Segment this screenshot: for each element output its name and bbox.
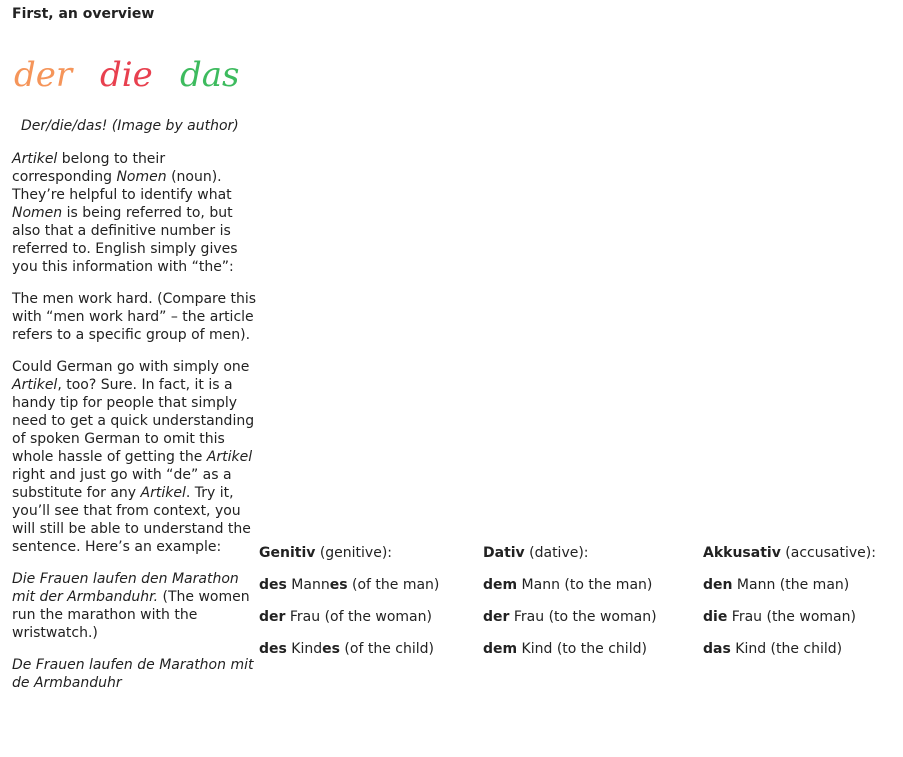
genitiv-row: der Frau (of the woman): [259, 609, 432, 625]
paragraph-2: The men work hard. (Compare this with “men work hard” – the article refers to a specific group of men).: [12, 291, 257, 343]
image-caption: Der/die/das! (Image by author): [21, 118, 239, 134]
paragraph-4: Die Frauen laufen den Marathon mit der Armbanduhr. (The women run the marathon with the wristwatch.): [12, 571, 250, 641]
der-word: der: [14, 55, 73, 94]
genitiv-header: Genitiv (genitive):: [259, 545, 393, 561]
akkusativ-header: Akkusativ (accusative):: [703, 545, 876, 561]
paragraph-3: Could German go with simply one Artikel, too? Sure. In fact, it is a handy tip for people that simply need to get a quick understanding of spoken German to omit this whole hassle of getting the Artikel right and just go with “de” as a substitute for any Artikel. Try it, you’ll see that from context, you will still be able to understand the sentence. Here’s an example:: [12, 359, 255, 555]
akkusativ-row: die Frau (the woman): [703, 609, 856, 625]
dativ-row: der Frau (to the woman): [483, 609, 657, 625]
genitiv-row: des Kindes (of the child): [259, 641, 434, 657]
dativ-header: Dativ (dative):: [483, 545, 589, 561]
akkusativ-row: das Kind (the child): [703, 641, 843, 657]
article-body: [12, 150, 257, 706]
das-word: das: [180, 55, 240, 94]
der-die-das-image: [12, 48, 257, 94]
dativ-row: dem Mann (to the man): [483, 577, 653, 593]
dativ-row: dem Kind (to the child): [483, 641, 647, 657]
section-heading: First, an overview: [12, 6, 155, 22]
genitiv-row: des Mannes (of the man): [259, 577, 440, 593]
paragraph-1: Artikel belong to their corresponding Nomen (noun). They’re helpful to identify what Nomen is being referred to, but also that a definitive number is referred to. English simply gives you this information with “the”:: [12, 151, 238, 275]
paragraph-5: De Frauen laufen de Marathon mit de Armbanduhr: [12, 657, 254, 691]
akkusativ-row: den Mann (the man): [703, 577, 850, 593]
die-word: die: [100, 55, 153, 94]
